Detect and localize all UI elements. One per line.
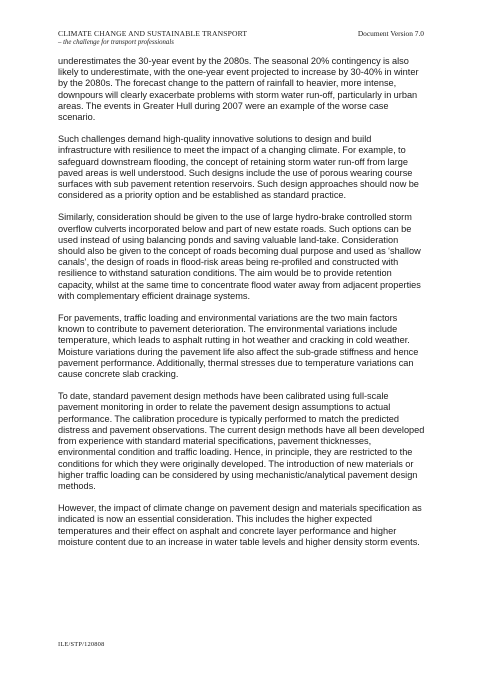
paragraph: Such challenges demand high-quality innovative solutions to design and build infrastructure with resilience to meet the impact of a changing climate. For example, to safeguard downstream flooding, the concept of retaining storm water run-off from large paved areas is well understood. Such designs include the use of porous wearing course surfaces with sub pavement retention reservoirs. Such design approaches should now be considered as a priority option and be established as standard practice. <box>58 134 419 201</box>
paragraph: underestimates the 30-year event by the 2080s. The seasonal 20% contingency is also likely to underestimate, with the one-year event projected to increase by 30-40% in winter by the 2080s. The forecast change to the pattern of rainfall to heavier, more intense, downpours will clearly exacerbate problems with storm water run-off, particularly in urban areas. The events in Greater Hull during 2007 were an example of the worse case scenario. <box>58 56 419 123</box>
document-title: CLIMATE CHANGE AND SUSTAINABLE TRANSPORT <box>58 29 248 38</box>
paragraph: Similarly, consideration should be given to the use of large hydro-brake controlled storm overflow culverts incorporated below and part of new estate roads. Such options can be used instead of using balancing ponds and saving valuable land-take. Consideration should also be given to the concept of roads becoming dual purpose and used as ‘shallow canals’, the design of roads in flood-risk areas being re-profiled and constructed with resilience to withstand saturation conditions. The aim would be to provide retention capacity, whilst at the same time to concentrate flood water away from adjacent properties with complementary efficient drainage systems. <box>58 212 421 301</box>
page-footer: ILE/STP/120808 <box>58 641 105 648</box>
paragraph: For pavements, traffic loading and environmental variations are the two main factors known to contribute to pavement deterioration. The environmental variations include temperature, which leads to asphalt rutting in hot weather and cracking in cold weather. Moisture variations during the pavement life also affect the sub-grade stiffness and hence pavement performance. Additionally, thermal stresses due to temperature variations can cause concrete slab cracking. <box>58 313 419 380</box>
page-header <box>58 29 424 47</box>
body-text <box>58 56 426 559</box>
document-version: Document Version 7.0 <box>357 29 424 38</box>
document-subtitle: – the challenge for transport professionals <box>58 39 174 46</box>
paragraph: To date, standard pavement design methods have been calibrated using full-scale pavement monitoring in order to relate the pavement design assumptions to actual performance. The calibration procedure is typically performed to match the predicted distress and pavement observations. The current design methods have all been developed from experience with standard material specifications, pavement thicknesses, environmental condition and traffic loading. Hence, in principle, they are restricted to the conditions for which they were originally developed. The introduction of new materials or higher traffic loading can be considered by using mechanistic/analytical pavement design methods. <box>58 391 425 491</box>
paragraph: However, the impact of climate change on pavement design and materials specification as indicated is now an essential consideration. This includes the higher expected temperatures and their effect on asphalt and concrete layer performance and higher moisture content due to an increase in water table levels and higher density storm events. <box>58 503 422 547</box>
